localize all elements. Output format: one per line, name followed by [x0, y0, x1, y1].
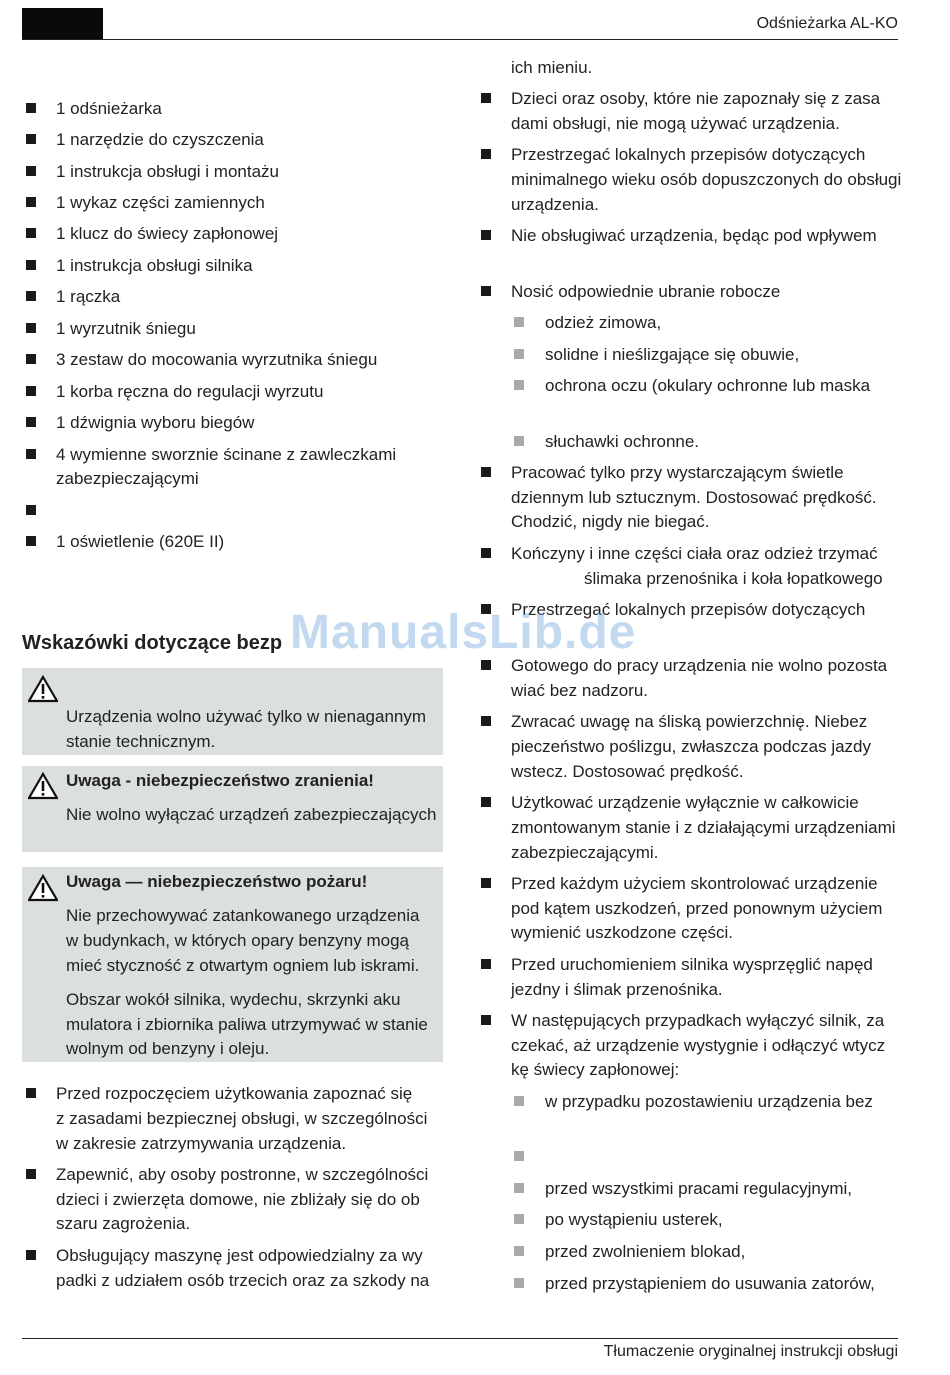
- square-bullet-icon: [481, 660, 491, 670]
- square-bullet-icon: [26, 536, 36, 546]
- square-bullet-icon: [481, 286, 491, 296]
- header-rule: [22, 39, 898, 40]
- warning-triangle-icon: [28, 874, 58, 902]
- square-bullet-icon: [481, 959, 491, 969]
- square-bullet-icon: [26, 260, 36, 270]
- square-bullet-icon: [481, 797, 491, 807]
- grey-square-bullet-icon: [514, 1214, 524, 1224]
- square-bullet-icon: [26, 449, 36, 459]
- square-bullet-icon: [26, 323, 36, 333]
- square-bullet-icon: [481, 878, 491, 888]
- grey-square-bullet-icon: [514, 436, 524, 446]
- grey-square-bullet-icon: [514, 1246, 524, 1256]
- square-bullet-icon: [26, 197, 36, 207]
- square-bullet-icon: [26, 354, 36, 364]
- grey-square-bullet-icon: [514, 349, 524, 359]
- grey-square-bullet-icon: [514, 380, 524, 390]
- page-footer-text: Tłumaczenie oryginalnej instrukcji obsługi: [603, 1343, 898, 1360]
- square-bullet-icon: [481, 230, 491, 240]
- square-bullet-icon: [26, 386, 36, 396]
- warning-box-fire: Uwaga — niebezpieczeństwo pożaru! Nie przechowywać zatankowanego urządzenia w budynkach, w których opary benzyny mogą mieć styczność z otwartym ogniem lub iskrami. Obszar wokół silnika, wydechu, skrzynki aku mulatora i zbiornika paliwa utrzymywać w stanie wolnym od benzyny i oleju.: [22, 867, 443, 1062]
- square-bullet-icon: [26, 166, 36, 176]
- square-bullet-icon: [481, 716, 491, 726]
- footer-rule: [22, 1338, 898, 1339]
- square-bullet-icon: [26, 228, 36, 238]
- square-bullet-icon: [481, 467, 491, 477]
- warning-box-technical: Urządzenia wolno używać tylko w nienagannym stanie technicznym.: [22, 668, 443, 755]
- square-bullet-icon: [26, 103, 36, 113]
- warning-triangle-icon: [28, 675, 58, 703]
- header-black-block: [22, 8, 103, 39]
- square-bullet-icon: [481, 548, 491, 558]
- square-bullet-icon: [26, 1169, 36, 1179]
- section-title: Wskazówki dotyczące bezp: [22, 632, 283, 654]
- square-bullet-icon: [26, 1088, 36, 1098]
- square-bullet-icon: [26, 505, 36, 515]
- square-bullet-icon: [26, 291, 36, 301]
- warning-triangle-icon: [28, 772, 58, 800]
- page-header-title: Odśnieżarka AL-KO: [756, 15, 898, 32]
- square-bullet-icon: [26, 1250, 36, 1260]
- square-bullet-icon: [481, 93, 491, 103]
- grey-square-bullet-icon: [514, 1278, 524, 1288]
- grey-square-bullet-icon: [514, 1183, 524, 1193]
- watermark-text: ManualsLib.de: [290, 606, 637, 659]
- warning-box-injury: Uwaga - niebezpieczeństwo zranienia! Nie wolno wyłączać urządzeń zabezpieczających: [22, 766, 443, 852]
- grey-square-bullet-icon: [514, 1096, 524, 1106]
- square-bullet-icon: [481, 1015, 491, 1025]
- square-bullet-icon: [26, 134, 36, 144]
- square-bullet-icon: [26, 417, 36, 427]
- grey-square-bullet-icon: [514, 1151, 524, 1161]
- grey-square-bullet-icon: [514, 317, 524, 327]
- square-bullet-icon: [481, 149, 491, 159]
